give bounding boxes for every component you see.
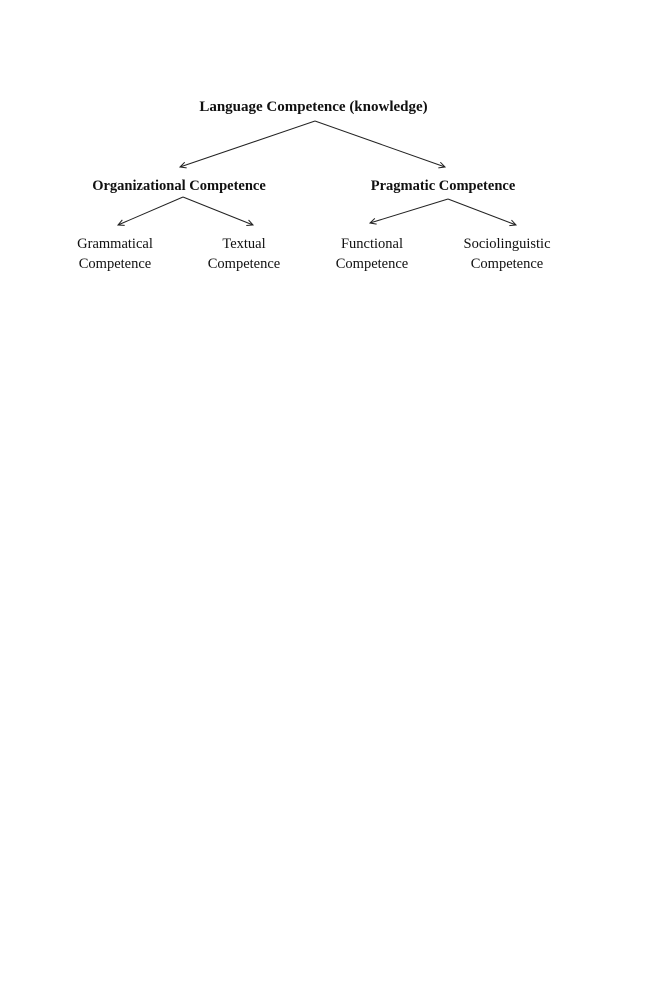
root-label: Language Competence (knowledge) — [199, 99, 428, 115]
arrow-root-to-organizational — [180, 121, 315, 167]
functional-competence-node — [317, 234, 427, 274]
arrow-root-to-pragmatic — [315, 121, 445, 167]
grammatical-competence-node — [60, 234, 170, 274]
sociolinguistic-label-line1: Sociolinguistic — [463, 236, 551, 252]
grammatical-label-line2: Competence — [78, 256, 152, 272]
functional-label-line2: Competence — [335, 256, 409, 272]
organizational-label: Organizational Competence — [92, 178, 266, 194]
arrow-organizational-to-grammatical — [118, 197, 183, 225]
root-node — [181, 97, 446, 117]
grammatical-label-line1: Grammatical — [77, 236, 153, 252]
sociolinguistic-competence-node — [447, 234, 567, 274]
functional-label-line1: Functional — [340, 236, 404, 252]
sociolinguistic-label-line2: Competence — [470, 256, 544, 272]
arrow-organizational-to-textual — [183, 197, 253, 225]
pragmatic-label: Pragmatic Competence — [370, 178, 516, 194]
arrow-pragmatic-to-sociolinguistic — [448, 199, 516, 225]
textual-competence-node — [189, 234, 299, 274]
organizational-competence-node — [79, 176, 279, 196]
arrow-pragmatic-to-functional — [370, 199, 448, 223]
pragmatic-competence-node — [358, 176, 528, 196]
textual-label-line1: Textual — [222, 236, 266, 252]
textual-label-line2: Competence — [207, 256, 281, 272]
